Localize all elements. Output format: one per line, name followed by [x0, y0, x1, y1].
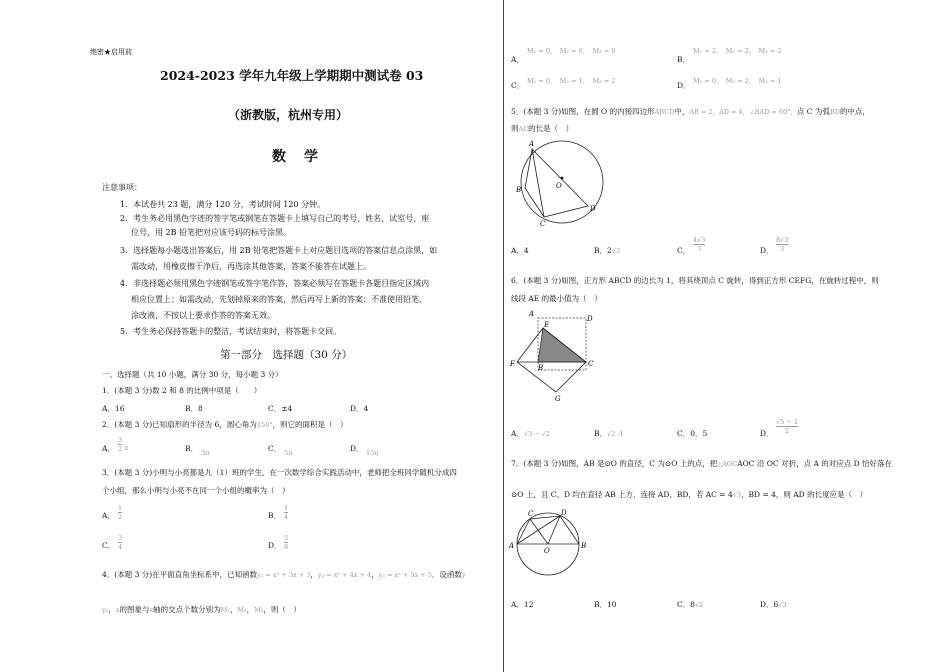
q4-stem-line1: 4．(本题 3 分)在平面直角坐标系中，已知函数y₁ = x² + 3x + 3，y₂ = x² + 4x + 4，y₃ = x² + 5x + 5．设函数y [102, 570, 466, 579]
q6-square-figure [508, 308, 608, 404]
svg-text:A: A [509, 542, 515, 550]
q4-option-a-formula: M₁ = 0， M₂ = 0， M₃ = 0 [527, 47, 616, 55]
notice-line: 3．选择题每小题选出答案后，用 2B 铅笔把答题卡上对应题目选项的答案信息点涂黑，如 [120, 246, 438, 255]
svg-text:B: B [581, 542, 587, 550]
q3-stem-line1: 3．(本题 3 分)小明与小亮都是九（1）班的学生，在一次数学综合实践活动中，老师把全班同学随机分成四 [102, 468, 457, 477]
q6-stem-line1: 6．(本题 3 分)如图，正方形 ABCD 的边长为 1，将其绕顶点 C 旋转，得到正方形 CEFG，在旋转过程中，则 [511, 276, 879, 285]
q5-circle-figure [508, 136, 608, 228]
q2-option-b-value: 3π [201, 449, 210, 457]
q6-option-d: D． [760, 429, 774, 438]
svg-text:E: E [544, 321, 550, 329]
q7-option-c: C．8√2 [677, 600, 704, 609]
q3-option-c: C． [102, 541, 116, 550]
q2-angle: 150° [256, 421, 273, 429]
q1-option-c: C．±4 [268, 404, 293, 413]
q4-option-b-formula: M₁ = 2， M₂ = 2， M₃ = 2 [693, 47, 782, 55]
q3-option-a: A． [102, 511, 115, 520]
q2-option-a-pi: π [124, 444, 129, 452]
notice-line: 2．考生务必用黑色字迹的签字笔或钢笔在答题卡上填写自己的考号、姓名、试室号、座 [120, 214, 430, 223]
svg-text:D: D [590, 205, 596, 213]
exam-subtitle: （浙教版，杭州专用） [228, 108, 349, 122]
q1-option-b: B．8 [185, 404, 203, 413]
q2-stem-end: ，则它的面积是（ ） [272, 420, 348, 429]
q3-option-d: D． [268, 541, 282, 550]
q3-stem-line2: 个小组，那么小明与小亮不在同一个小组的概率为（ ） [102, 486, 290, 495]
secret-mark: 绝密★启用前 [90, 48, 132, 56]
q1-option-a: A．16 [102, 404, 125, 413]
q5-stem-line1: 5．(本题 3 分)如图，在圆 O 的内接四边形ABCD中，AB = 2，AD = 4，∠BAD = 60°，点 C 为弧BD的中点， [511, 107, 870, 116]
section-intro: 一、选择题（共 10 小题，满分 30 分，每小题 3 分） [102, 370, 283, 379]
q2-option-a-fraction: 3 2 [118, 436, 123, 453]
q7-stem-line1: 7．(本题 3 分)如图，AB 是⊙O 的直径，C 为⊙O 上的点，把△AOCAOC 沿 OC 对折，点 A 的对应点 D 恰好落在 [511, 459, 893, 468]
q1-option-d: D．4 [350, 404, 369, 413]
q3-option-a-fraction: 1 2 [118, 504, 123, 521]
q6-stem-line2: 线段 AE 的最小值为（ ） [511, 294, 602, 303]
svg-text:D: D [587, 315, 593, 323]
q2-option-d: D． [350, 444, 364, 453]
svg-text:G: G [555, 395, 561, 403]
q4-option-d-formula: M₁ = 0， M₂ = 2， M₃ = 1 [693, 77, 782, 85]
q3-option-d-fraction: 5 8 [284, 534, 289, 551]
svg-text:C: C [588, 360, 594, 368]
notice-line: 1．本试卷共 23 题，满分 120 分，考试时间 120 分钟。 [120, 200, 326, 209]
svg-text:B: B [538, 364, 544, 372]
notice-heading: 注意事项： [102, 183, 142, 192]
notice-line: 5．考生务必保持答题卡的整洁，考试结束时，将答题卡交回。 [120, 327, 342, 336]
subject-title: 数 学 [272, 149, 320, 165]
svg-text:B: B [516, 186, 522, 194]
q5-option-a: A．4 [511, 246, 529, 255]
svg-text:D: D [561, 509, 567, 517]
notice-line: 4．非选择题必须用黑色字迹钢笔或签字笔作答，答案必须写在答题卡各题目指定区域内 [120, 279, 430, 288]
svg-text:A: A [529, 140, 535, 148]
q5-option-d: D． [760, 246, 774, 255]
q4-option-d: D． [677, 81, 691, 90]
q6-option-a: A．√3 − √2 [511, 429, 551, 438]
q5-option-b: B．2√3 [594, 246, 621, 255]
q2-option-c-value: 5π [284, 449, 293, 457]
svg-text:O: O [556, 182, 562, 190]
q7-option-b: B．10 [594, 600, 617, 609]
q5-option-d-fraction: 8√3 3 [776, 236, 789, 253]
q2-option-c: C． [268, 444, 282, 453]
column-divider [503, 0, 504, 672]
q3-option-c-fraction: 3 4 [118, 534, 123, 551]
svg-text:O: O [544, 547, 550, 555]
q7-circle-figure [508, 506, 592, 578]
q3-option-b: B． [268, 511, 282, 520]
q5-stem-line2: 则AC的长是（ ） [511, 124, 574, 133]
notice-line: 涂改液，不按以上要求作答的答案无效。 [131, 311, 275, 320]
svg-text:A: A [529, 310, 535, 318]
q5-option-c-fraction: 4√3 3 [693, 236, 706, 253]
q7-stem-line2: ⊙O 上，且 C、D 均在直径 AB 上方，连接 AD、BD，若 AC = 4√3，BD = 4，则 AD 的长度应是（ ） [511, 490, 868, 499]
q2-stem [102, 420, 348, 430]
svg-text:C: C [540, 220, 546, 228]
q5-option-c: C． [677, 246, 691, 255]
q2-option-a: A． [102, 444, 115, 453]
q2-stem-text: 2．(本题 3 分)已知扇形的半径为 6，圆心角为 [102, 420, 257, 429]
notice-line: 相应位置上；如需改动，先划掉原来的答案，然后再写上新的答案；不准使用铅笔、 [131, 295, 427, 304]
part-title: 第一部分 选择题（30 分） [220, 349, 353, 361]
q4-option-c: C． [511, 81, 525, 90]
notice-line: 位号，用 2B 铅笔把对应该号码的标号涂黑。 [131, 228, 292, 237]
exam-title: 2024-2023 学年九年级上学期期中测试卷 03 [160, 68, 424, 83]
q2-option-d-value: 15π [366, 449, 379, 457]
q4-stem-line2: y₂，x的图象与x轴的交点个数分别为M₁，M₂，M₃，则（ ） [102, 605, 301, 614]
q2-option-b: B． [185, 444, 199, 453]
q7-option-a: A．12 [511, 600, 534, 609]
notice-line: 需改动，用橡皮擦干净后，再选涂其他答案，答案不能答在试题上。 [131, 262, 371, 271]
q6-option-d-fraction: √5 − 1 2 [776, 418, 798, 435]
q4-option-a: A． [511, 55, 524, 64]
svg-text:C: C [528, 510, 534, 518]
q6-option-b: B．√2 -1 [594, 429, 624, 438]
svg-text:F: F [510, 360, 515, 368]
q1-stem: 1．(本题 3 分)数 2 和 8 的比例中项是（ ） [102, 386, 262, 395]
q6-option-c: C．0．5 [677, 429, 708, 438]
q4-option-b: B． [677, 55, 691, 64]
q3-option-b-fraction: 1 4 [284, 504, 289, 521]
q7-option-d: D．6√3 [760, 600, 787, 609]
q4-option-c-formula: M₁ = 0， M₂ = 1， M₃ = 2 [527, 77, 616, 85]
